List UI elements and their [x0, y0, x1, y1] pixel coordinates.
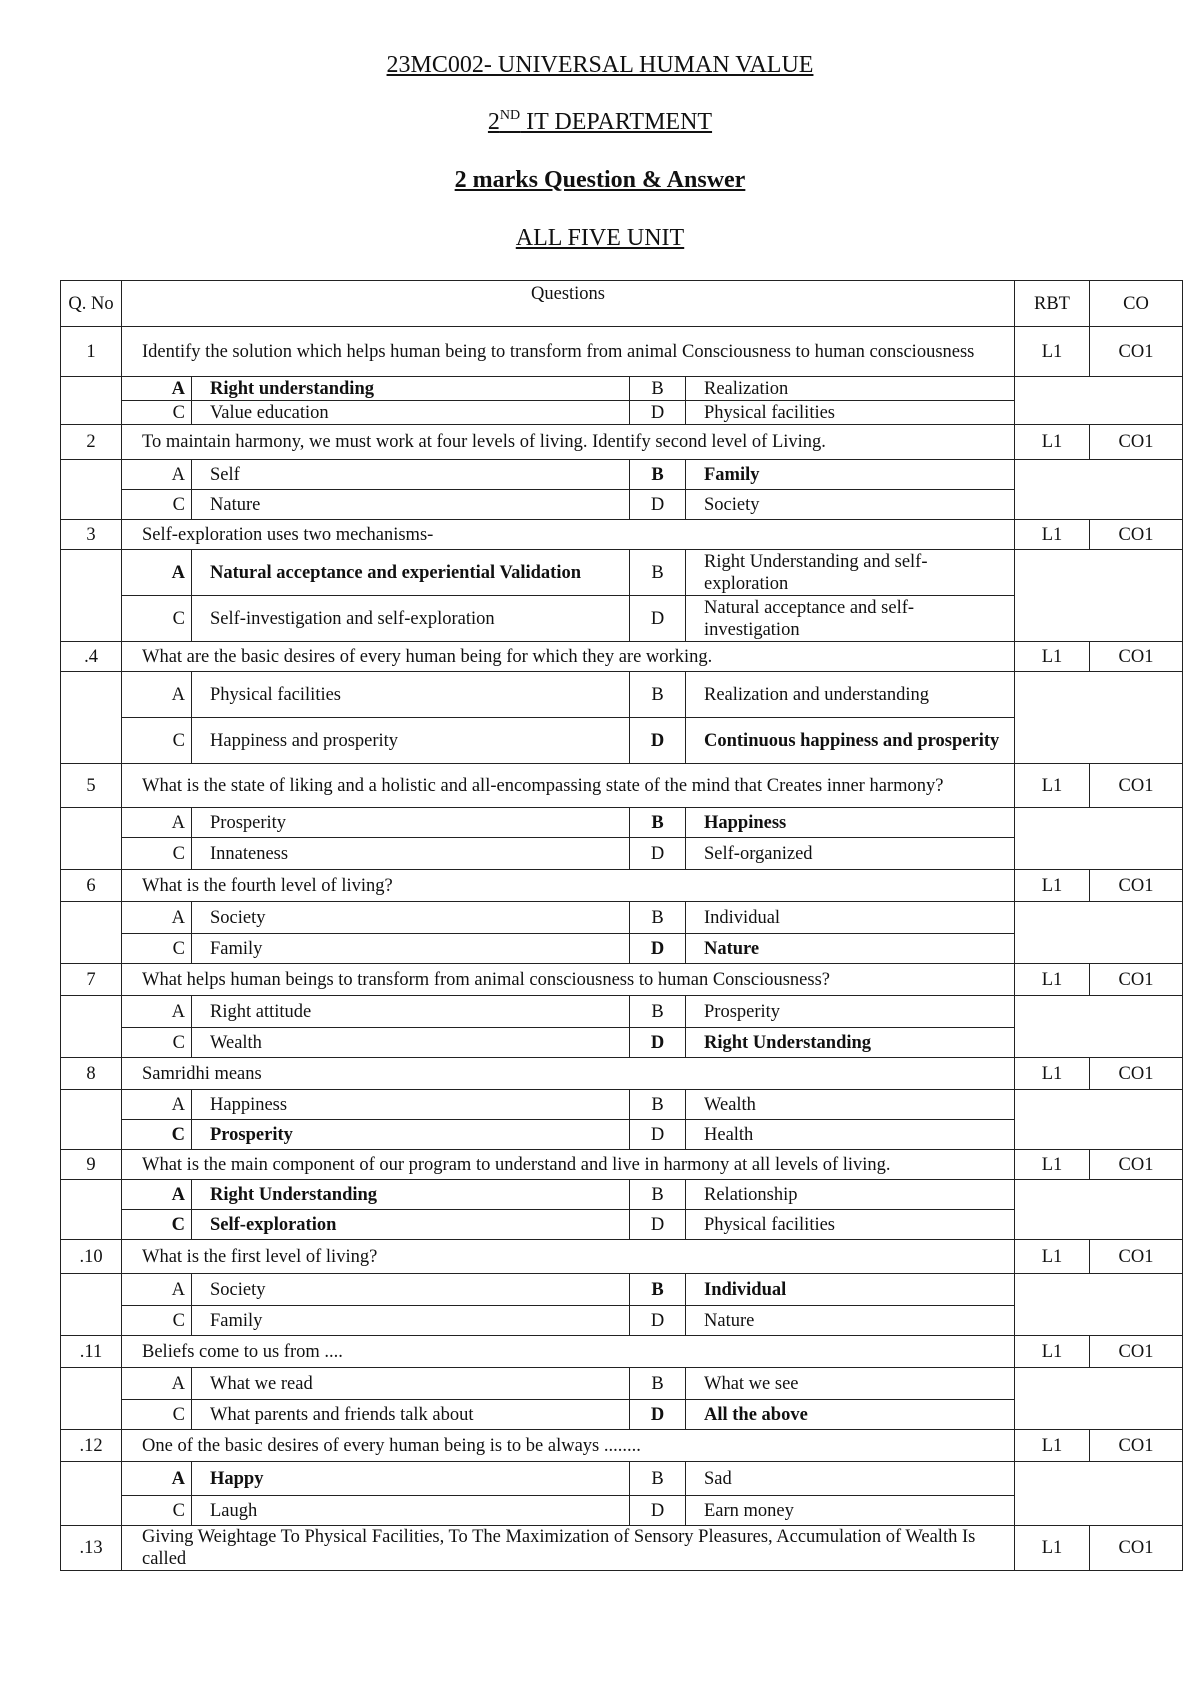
option-letter: D [630, 1306, 686, 1336]
option-text: Value education [192, 401, 630, 425]
options-row [61, 550, 1183, 596]
question-text: What are the basic desires of every human being for which they are working. [122, 642, 1015, 672]
question-row [61, 520, 1183, 550]
header-row [61, 281, 1183, 327]
options-row [61, 1400, 1183, 1430]
blank-cell [1015, 1496, 1183, 1526]
blank-cell [1015, 1306, 1183, 1336]
subtitle: 2 marks Question & Answer [454, 167, 746, 193]
blank-cell [1015, 1180, 1183, 1210]
blank-cell [1015, 808, 1183, 838]
option-text: Innateness [192, 838, 630, 870]
question-text: Self-exploration uses two mechanisms- [122, 520, 1015, 550]
option-text: Happiness [192, 1090, 630, 1120]
blank-cell [61, 490, 122, 520]
rbt-level: L1 [1015, 1526, 1090, 1571]
blank-cell [61, 1306, 122, 1336]
option-text: Realization [686, 377, 1015, 401]
blank-cell [1015, 1090, 1183, 1120]
blank-cell [61, 1496, 122, 1526]
question-row [61, 1240, 1183, 1274]
blank-cell [61, 718, 122, 764]
question-text: One of the basic desires of every human being is to be always ........ [122, 1430, 1015, 1462]
rbt-header: RBT [1015, 281, 1090, 327]
option-letter: A [122, 1180, 192, 1210]
option-letter: D [630, 934, 686, 964]
blank-cell [1015, 838, 1183, 870]
option-text: Family [192, 1306, 630, 1336]
option-letter: D [630, 718, 686, 764]
question-row [61, 327, 1183, 377]
question-text: Beliefs come to us from .... [122, 1336, 1015, 1368]
option-letter: C [122, 1496, 192, 1526]
options-row [61, 1306, 1183, 1336]
blank-cell [61, 550, 122, 596]
option-text: Society [192, 1274, 630, 1306]
option-text: Laugh [192, 1496, 630, 1526]
options-row [61, 672, 1183, 718]
question-row [61, 764, 1183, 808]
option-letter: A [122, 377, 192, 401]
options-row [61, 1210, 1183, 1240]
question-text: What is the fourth level of living? [122, 870, 1015, 902]
option-text: Sad [686, 1462, 1015, 1496]
option-letter: C [122, 401, 192, 425]
option-letter: B [630, 808, 686, 838]
course-outcome: CO1 [1090, 1430, 1183, 1462]
option-letter: C [122, 596, 192, 642]
option-text: Prosperity [686, 996, 1015, 1028]
option-letter: A [122, 550, 192, 596]
question-text: What helps human beings to transform from animal consciousness to human Consciousness? [122, 964, 1015, 996]
blank-cell [61, 838, 122, 870]
course-outcome: CO1 [1090, 327, 1183, 377]
scope-title: ALL FIVE UNIT [515, 225, 685, 251]
option-text: Self-investigation and self-exploration [192, 596, 630, 642]
option-letter: C [122, 490, 192, 520]
options-row [61, 1368, 1183, 1400]
option-text: Physical facilities [686, 1210, 1015, 1240]
question-text: Identify the solution which helps human being to transform from animal Consciousness to human consciousness [122, 327, 1015, 377]
option-letter: A [122, 808, 192, 838]
blank-cell [61, 1368, 122, 1400]
rbt-level: L1 [1015, 327, 1090, 377]
course-outcome: CO1 [1090, 425, 1183, 460]
rbt-level: L1 [1015, 1058, 1090, 1090]
question-text: What is the main component of our program to understand and live in harmony at all levels of living. [122, 1150, 1015, 1180]
question-text: Samridhi means [122, 1058, 1015, 1090]
question-number: 1 [61, 327, 122, 377]
blank-cell [1015, 1210, 1183, 1240]
blank-cell [61, 596, 122, 642]
options-row [61, 718, 1183, 764]
blank-cell [61, 1400, 122, 1430]
question-number: .11 [61, 1336, 122, 1368]
option-text: Physical facilities [192, 672, 630, 718]
question-number: 8 [61, 1058, 122, 1090]
option-text: Self [192, 460, 630, 490]
option-letter: A [122, 1462, 192, 1496]
course-outcome: CO1 [1090, 870, 1183, 902]
department-title: 2ND IT DEPARTMENT [487, 108, 713, 135]
option-letter: A [122, 460, 192, 490]
options-row [61, 1274, 1183, 1306]
rbt-level: L1 [1015, 1336, 1090, 1368]
options-row [61, 377, 1183, 401]
option-letter: C [122, 1210, 192, 1240]
option-text: Prosperity [192, 808, 630, 838]
options-row [61, 401, 1183, 425]
course-outcome: CO1 [1090, 642, 1183, 672]
option-text: Prosperity [192, 1120, 630, 1150]
question-number: 9 [61, 1150, 122, 1180]
option-text: Family [192, 934, 630, 964]
question-number: .10 [61, 1240, 122, 1274]
option-letter: B [630, 902, 686, 934]
question-row [61, 1058, 1183, 1090]
option-text: Nature [686, 1306, 1015, 1336]
question-text: What is the state of liking and a holistic and all-encompassing state of the mind that Creates inner harmony? [122, 764, 1015, 808]
rbt-level: L1 [1015, 642, 1090, 672]
rbt-level: L1 [1015, 1430, 1090, 1462]
question-row [61, 964, 1183, 996]
question-number: .12 [61, 1430, 122, 1462]
option-letter: D [630, 1028, 686, 1058]
question-number: 2 [61, 425, 122, 460]
option-letter: A [122, 672, 192, 718]
blank-cell [1015, 996, 1183, 1028]
blank-cell [1015, 377, 1183, 401]
option-text: Right understanding [192, 377, 630, 401]
question-table [60, 280, 1183, 1571]
option-text: Right Understanding [686, 1028, 1015, 1058]
option-letter: B [630, 550, 686, 596]
option-letter: B [630, 1090, 686, 1120]
rbt-level: L1 [1015, 1240, 1090, 1274]
blank-cell [61, 672, 122, 718]
option-text: Right Understanding [192, 1180, 630, 1210]
option-text: What we see [686, 1368, 1015, 1400]
question-row [61, 425, 1183, 460]
option-letter: D [630, 1496, 686, 1526]
blank-cell [61, 1210, 122, 1240]
option-letter: C [122, 934, 192, 964]
options-row [61, 1090, 1183, 1120]
options-row [61, 902, 1183, 934]
option-letter: D [630, 1210, 686, 1240]
blank-cell [61, 401, 122, 425]
option-letter: D [630, 401, 686, 425]
option-text: Family [686, 460, 1015, 490]
option-letter: B [630, 1368, 686, 1400]
option-text: Wealth [192, 1028, 630, 1058]
option-letter: C [122, 1120, 192, 1150]
question-row [61, 1336, 1183, 1368]
blank-cell [1015, 460, 1183, 490]
blank-cell [1015, 490, 1183, 520]
blank-cell [61, 808, 122, 838]
option-letter: B [630, 1180, 686, 1210]
blank-cell [61, 996, 122, 1028]
course-title: 23MC002- UNIVERSAL HUMAN VALUE [386, 52, 814, 78]
course-outcome: CO1 [1090, 1336, 1183, 1368]
blank-cell [1015, 1028, 1183, 1058]
blank-cell [1015, 596, 1183, 642]
options-row [61, 934, 1183, 964]
blank-cell [1015, 934, 1183, 964]
question-text: Giving Weightage To Physical Facilities, To The Maximization of Sensory Pleasures, Accumulation of Wealth Is called [122, 1526, 1015, 1571]
option-letter: A [122, 902, 192, 934]
options-row [61, 596, 1183, 642]
question-row [61, 1526, 1183, 1571]
option-text: Earn money [686, 1496, 1015, 1526]
option-text: Relationship [686, 1180, 1015, 1210]
question-row [61, 870, 1183, 902]
option-letter: A [122, 996, 192, 1028]
course-outcome: CO1 [1090, 964, 1183, 996]
blank-cell [61, 377, 122, 401]
option-letter: C [122, 1028, 192, 1058]
options-row [61, 1028, 1183, 1058]
blank-cell [1015, 902, 1183, 934]
option-letter: A [122, 1274, 192, 1306]
option-letter: C [122, 718, 192, 764]
options-row [61, 1462, 1183, 1496]
options-row [61, 808, 1183, 838]
blank-cell [61, 1274, 122, 1306]
option-text: Realization and understanding [686, 672, 1015, 718]
question-number: 6 [61, 870, 122, 902]
blank-cell [61, 1028, 122, 1058]
blank-cell [1015, 1120, 1183, 1150]
rbt-level: L1 [1015, 964, 1090, 996]
option-text: Self-organized [686, 838, 1015, 870]
rbt-level: L1 [1015, 520, 1090, 550]
rbt-level: L1 [1015, 425, 1090, 460]
option-letter: C [122, 838, 192, 870]
option-letter: C [122, 1400, 192, 1430]
options-row [61, 1120, 1183, 1150]
option-letter: A [122, 1368, 192, 1400]
questions-header: Questions [122, 281, 1015, 327]
blank-cell [1015, 401, 1183, 425]
question-text: To maintain harmony, we must work at four levels of living. Identify second level of Living. [122, 425, 1015, 460]
option-text: Natural acceptance and experiential Validation [192, 550, 630, 596]
option-text: What parents and friends talk about [192, 1400, 630, 1430]
blank-cell [1015, 1400, 1183, 1430]
option-text: Individual [686, 1274, 1015, 1306]
blank-cell [61, 1180, 122, 1210]
option-text: Nature [686, 934, 1015, 964]
blank-cell [61, 1090, 122, 1120]
course-outcome: CO1 [1090, 520, 1183, 550]
options-row [61, 838, 1183, 870]
qno-header: Q. No [61, 281, 122, 327]
option-text: Self-exploration [192, 1210, 630, 1240]
rbt-level: L1 [1015, 870, 1090, 902]
option-letter: D [630, 490, 686, 520]
options-row [61, 1496, 1183, 1526]
option-text: Natural acceptance and self-investigation [686, 596, 1015, 642]
course-outcome: CO1 [1090, 1240, 1183, 1274]
course-outcome: CO1 [1090, 764, 1183, 808]
question-number: 3 [61, 520, 122, 550]
option-letter: B [630, 1274, 686, 1306]
blank-cell [61, 934, 122, 964]
option-letter: D [630, 838, 686, 870]
blank-cell [1015, 1462, 1183, 1496]
option-letter: D [630, 596, 686, 642]
option-text: Individual [686, 902, 1015, 934]
option-text: Happiness [686, 808, 1015, 838]
options-row [61, 490, 1183, 520]
option-letter: A [122, 1090, 192, 1120]
option-text: Happy [192, 1462, 630, 1496]
question-row [61, 1430, 1183, 1462]
blank-cell [61, 1462, 122, 1496]
options-row [61, 1180, 1183, 1210]
rbt-level: L1 [1015, 1150, 1090, 1180]
co-header: CO [1090, 281, 1183, 327]
question-number: 7 [61, 964, 122, 996]
option-text: Health [686, 1120, 1015, 1150]
option-letter: B [630, 672, 686, 718]
option-text: Society [686, 490, 1015, 520]
option-letter: D [630, 1120, 686, 1150]
question-text: What is the first level of living? [122, 1240, 1015, 1274]
options-row [61, 460, 1183, 490]
blank-cell [61, 1120, 122, 1150]
rbt-level: L1 [1015, 764, 1090, 808]
option-text: Happiness and prosperity [192, 718, 630, 764]
option-text: Nature [192, 490, 630, 520]
options-row [61, 996, 1183, 1028]
blank-cell [1015, 672, 1183, 718]
question-number: .4 [61, 642, 122, 672]
question-number: .13 [61, 1526, 122, 1571]
option-letter: B [630, 996, 686, 1028]
blank-cell [61, 902, 122, 934]
course-outcome: CO1 [1090, 1526, 1183, 1571]
blank-cell [61, 460, 122, 490]
option-letter: C [122, 1306, 192, 1336]
course-outcome: CO1 [1090, 1150, 1183, 1180]
option-text: All the above [686, 1400, 1015, 1430]
option-letter: B [630, 460, 686, 490]
option-text: What we read [192, 1368, 630, 1400]
option-letter: B [630, 1462, 686, 1496]
question-number: 5 [61, 764, 122, 808]
option-text: Continuous happiness and prosperity [686, 718, 1015, 764]
option-letter: B [630, 377, 686, 401]
blank-cell [1015, 718, 1183, 764]
question-row [61, 642, 1183, 672]
option-text: Physical facilities [686, 401, 1015, 425]
blank-cell [1015, 1368, 1183, 1400]
option-text: Wealth [686, 1090, 1015, 1120]
question-row [61, 1150, 1183, 1180]
blank-cell [1015, 1274, 1183, 1306]
blank-cell [1015, 550, 1183, 596]
option-text: Right Understanding and self-exploration [686, 550, 1015, 596]
option-text: Society [192, 902, 630, 934]
option-text: Right attitude [192, 996, 630, 1028]
course-outcome: CO1 [1090, 1058, 1183, 1090]
option-letter: D [630, 1400, 686, 1430]
